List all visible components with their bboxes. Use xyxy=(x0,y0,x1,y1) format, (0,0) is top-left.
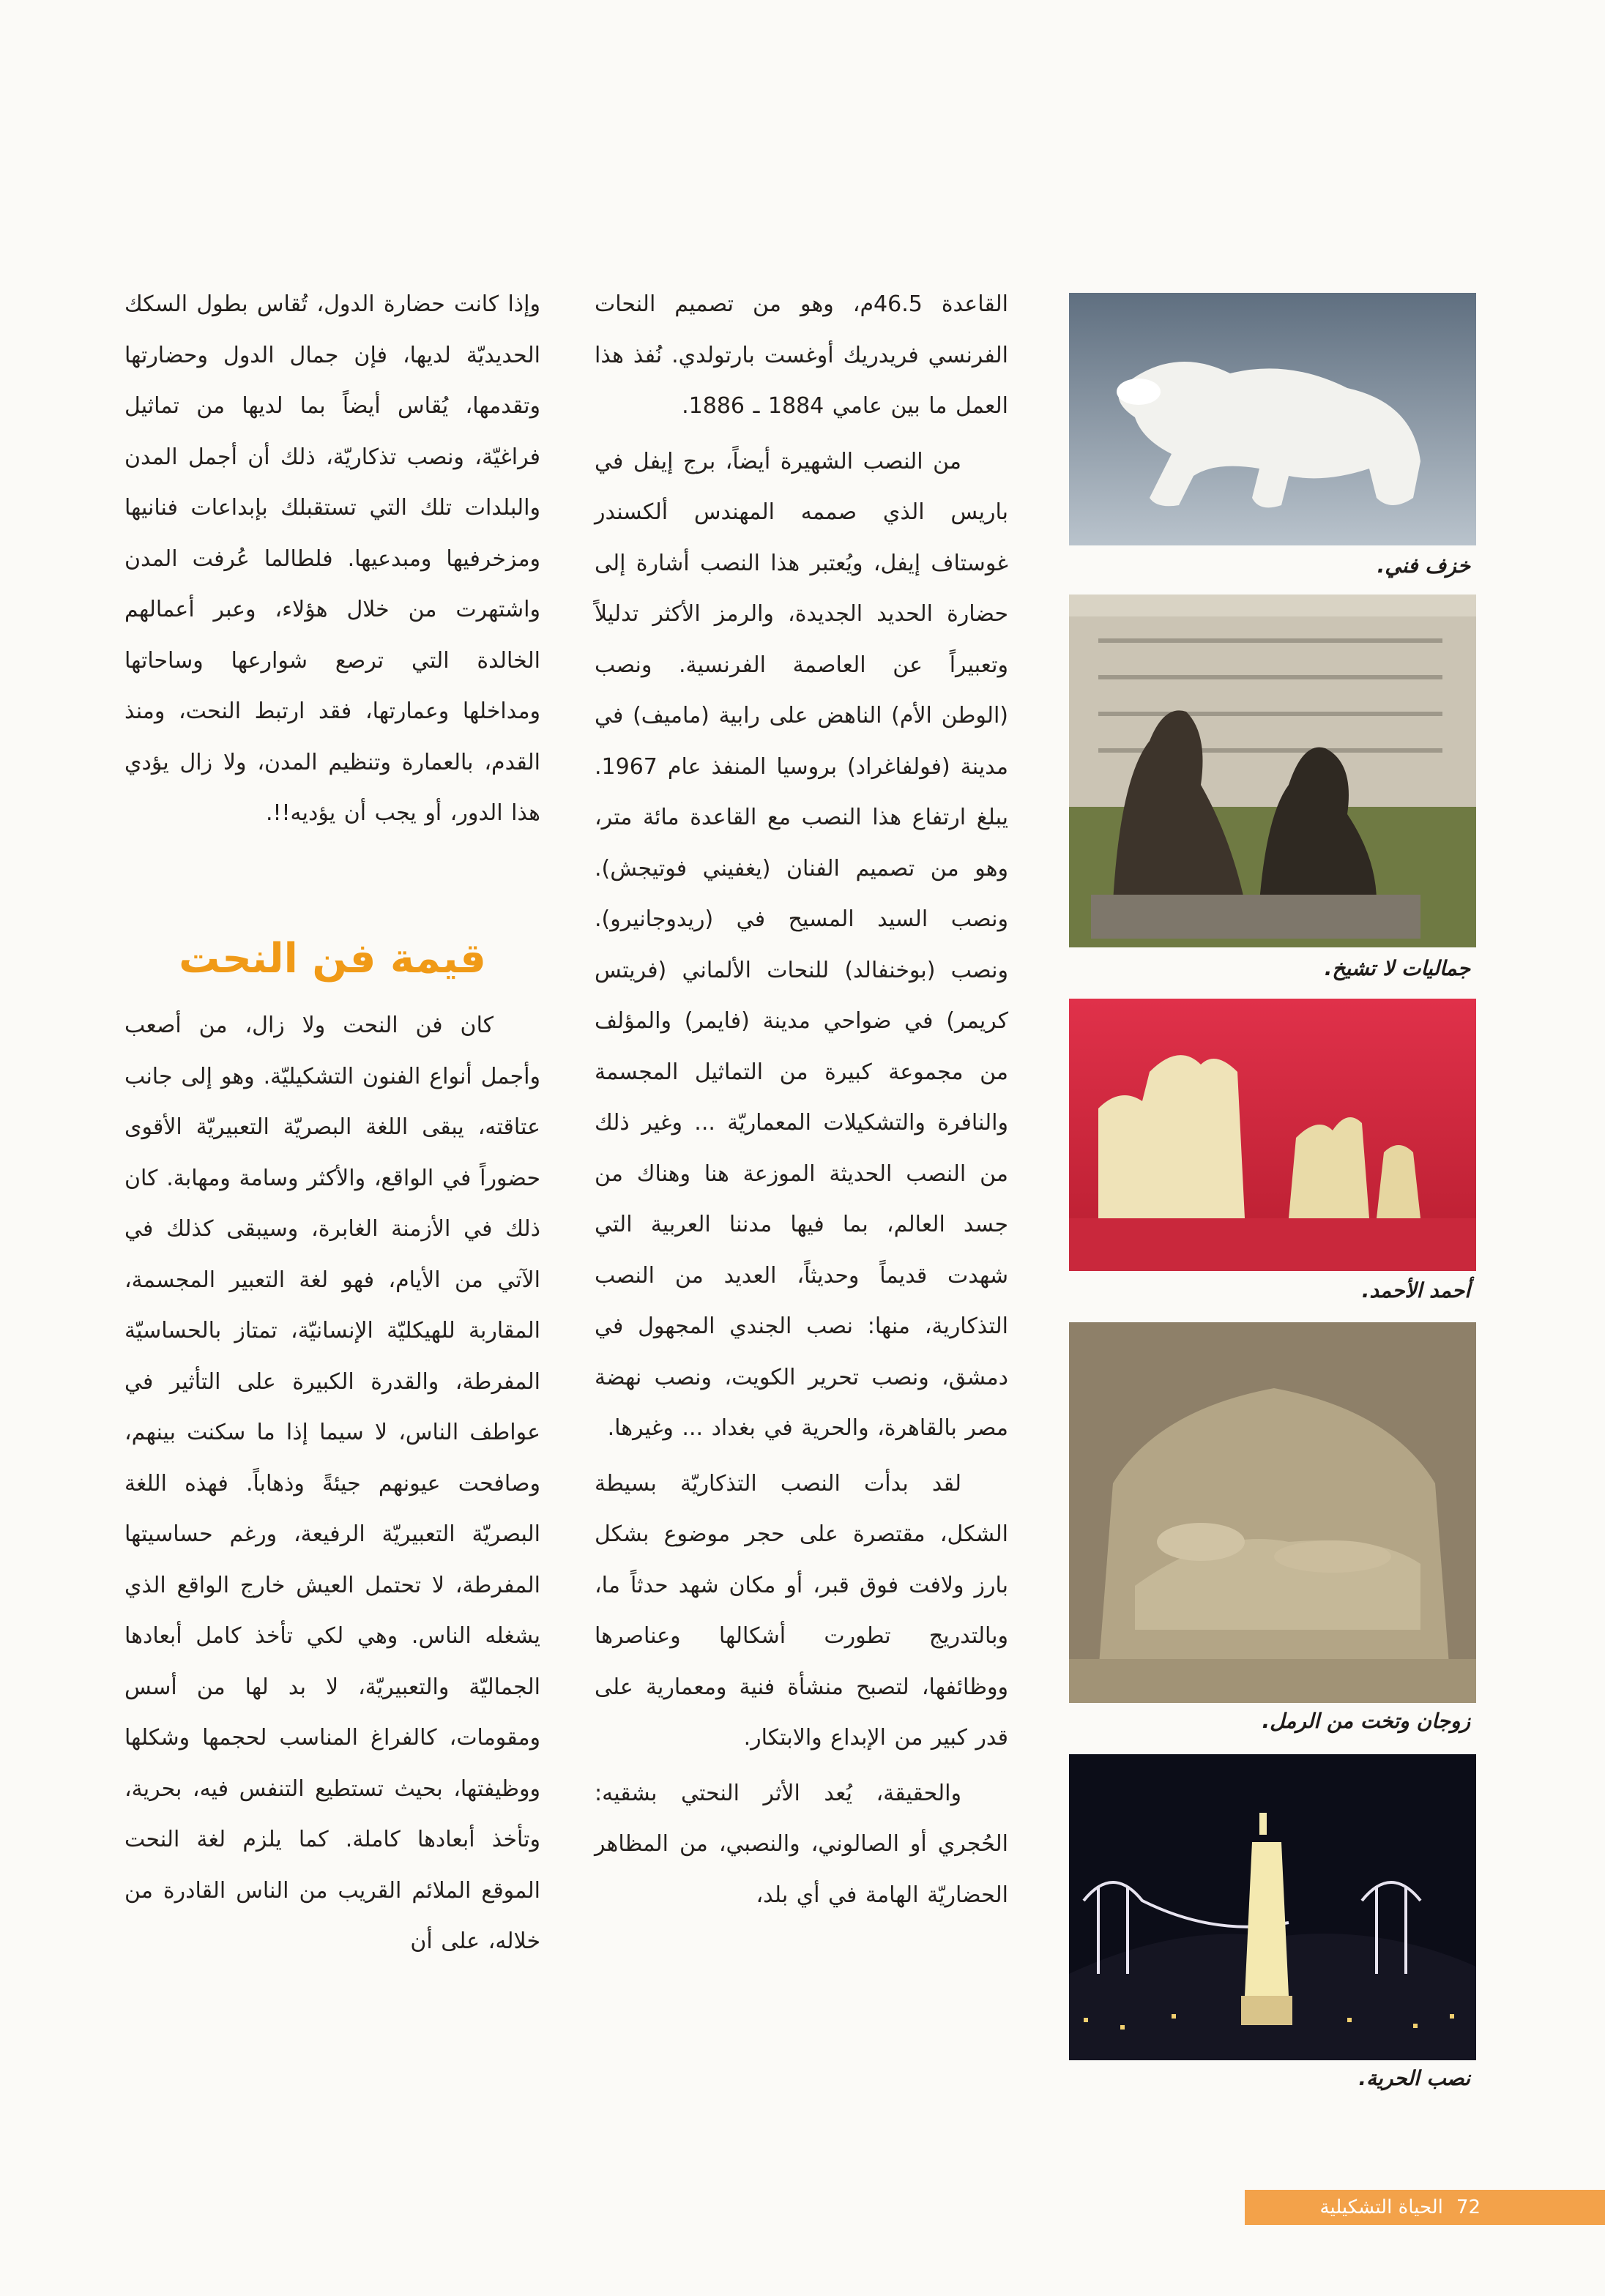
caption-ceramic: خزف فني. xyxy=(1377,554,1470,578)
paragraph: لقد بدأت النصب التذكاريّة بسيطة الشكل، مقتصرة على حجر موضوع بشكل بارز ولافت فوق قبر، أو مكان شهد حدثاً ما، وبالتدريج تطورت أشكالها وعناصرها ووظائفها، لتصبح منشأة فنية ومعمارية على قدر كبير من الإبداع والابتكار. xyxy=(595,1470,1008,1751)
magazine-name: الحياة التشكيلية xyxy=(1319,2196,1443,2218)
caption-ahmad: أحمد الأحمد. xyxy=(1361,1278,1470,1302)
photo-ceramic-bear xyxy=(1069,293,1476,545)
caption-liberty: نصب الحرية. xyxy=(1358,2066,1470,2090)
paragraph: وإذا كانت حضارة الدول، تُقاس بطول السكك الحديديّة لديها، فإن جمال الدول وحضارتها وتقدمها، يُقاس أيضاً بما لديها من تماثيل فراغيّة، ونصب تذكاريّة، ذلك أن أجمل المدن والبلدات تلك التي تستقبلك بإبداعات فنانيها ومزخرفيها ومبدعيها. فلطالما عُرفت المدن واشتهرت من خلال هؤلاء، وعبر أعمالهم الخالدة التي ترصع شوارعها وساحاتها ومداخلها وعمارتها، فقد ارتبط النحت، ومنذ القدم، بالعمارة وتنظيم المدن، ولا زال يؤدي هذا الدور، أو يجب أن يؤديه!!. xyxy=(124,291,540,826)
photo-sand-couple-bed xyxy=(1069,1322,1476,1703)
paragraph: القاعدة 46.5م، وهو من تصميم النحات الفرنسي فريدريك أوغست بارتولدي. نُفذ هذا العمل ما بين عامي 1884 ـ 1886. xyxy=(595,291,1008,419)
section-heading: قيمة فن النحت xyxy=(179,935,486,983)
footer xyxy=(1320,2190,1481,2225)
paragraph: من النصب الشهيرة أيضاً، برج إيفل في باريس الذي صممه المهندس ألكسندر غوستاف إيفل، ويُعتبر هذا النصب أشارة إلى حضارة الحديد الجديدة، والرمز الأكثر تدليلاً وتعبيراً عن العاصمة الفرنسية. ونصب (الوطن الأم) الناهض على رابية (ماميف) في مدينة (فولفاغراد) بروسيا المنفذ عام 1967. يبلغ ارتفاع هذا النصب مع القاعدة مائة متر، وهو من تصميم الفنان (يغفيني فوتيجش). ونصب السيد المسيح في (ريدوجانيرو). ونصب (بوخنفالد) للنحات الألماني (فريتس كريمر) في ضواحي مدينة (فايمر) والمؤلف من مجموعة كبيرة من التماثيل المجسمة والنافرة والتشكيلات المعماريّة ... وغير ذلك من النصب الحديثة الموزعة هنا وهناك من جسد العالم، بما فيها مدننا العربية التي شهدت قديماً وحديثاً، العديد من النصب التذكارية، منها: نصب الجندي المجهول في دمشق، ونصب تحرير الكويت، ونصب نهضة مصر بالقاهرة، والحرية في بغداد ... وغيرها. xyxy=(595,448,1008,1441)
page-number: 72 xyxy=(1456,2196,1481,2218)
paragraph: كان فن النحت ولا زال، من أصعب وأجمل أنواع الفنون التشكيليّة. وهو إلى جانب عتاقته، يبقى اللغة البصريّة التعبيريّة الأقوى حضوراً في الواقع، والأكثر وسامة ومهابة. كان ذلك في الأزمنة الغابرة، وسيبقى كذلك في الآتي من الأيام، فهو لغة التعبير المجسمة، المقاربة للهيكليّة الإنسانيّة، تمتاز بالحساسيّة المفرطة، والقدرة الكبيرة على التأثير في عواطف الناس، لا سيما إذا ما سكنت بينهم، وصافحت عيونهم جيئةً وذهاباً. فهذه اللغة البصريّة التعبيريّة الرفيعة، ورغم حساسيتها المفرطة، لا تحتمل العيش خارج الواقع الذي يشغله الناس. وهي لكي تأخذ كامل أبعادها الجماليّة والتعبيريّة، لا بد لها من أسس ومقومات، كالفراغ المناسب لحجمها وشكلها ووظيفتها، بحيث تستطيع التنفس فيه، بحرية، وتأخذ أبعادها كاملة. كما يلزم لغة النحت الموقع الملائم القريب من الناس القادرة من خلاله، على أن xyxy=(124,1013,540,1954)
photo-sculpture-couple xyxy=(1069,594,1476,947)
article-column-right xyxy=(595,279,1008,1920)
article-column-left-top xyxy=(124,279,540,839)
paragraph: والحقيقة، يُعد الأثر النحتي بشقيه: الحُجري أو الصالوني، والنصبي، من المظاهر الحضاريّة الهامة في أي بلد، xyxy=(595,1780,1008,1908)
article-column-left-bottom xyxy=(124,1000,540,1967)
caption-aesthetics: جماليات لا تشيخ. xyxy=(1324,956,1470,980)
photo-statue-of-liberty xyxy=(1069,1754,1476,2060)
caption-sand-couple: زوجان وتخت من الرمل. xyxy=(1262,1709,1470,1733)
photo-ahmad-alahmad-sculpture xyxy=(1069,999,1476,1271)
